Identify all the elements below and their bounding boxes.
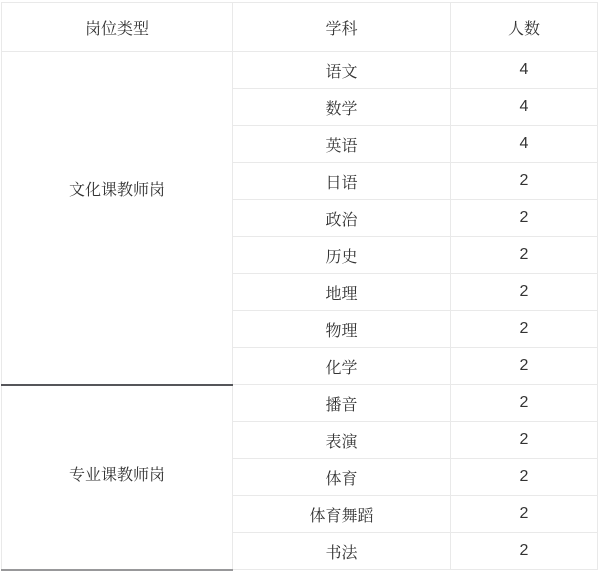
subject-cell: 数学 bbox=[233, 89, 451, 126]
group-cell-culture-course bbox=[2, 52, 233, 385]
count-cell: 2 bbox=[451, 496, 598, 533]
group-label: 文化课教师岗 bbox=[68, 182, 165, 200]
subject-cell: 英语 bbox=[233, 126, 451, 163]
subject-cell: 语文 bbox=[233, 52, 451, 89]
group-cell-professional-course bbox=[2, 385, 233, 570]
count-cell: 2 bbox=[451, 163, 598, 200]
table-row bbox=[2, 52, 598, 89]
subject-cell: 历史 bbox=[233, 237, 451, 274]
header-cell-subject: 学科 bbox=[233, 3, 451, 52]
recruitment-quota-table bbox=[1, 2, 598, 571]
header-row bbox=[2, 3, 598, 52]
count-cell: 2 bbox=[451, 200, 598, 237]
subject-cell: 播音 bbox=[233, 385, 451, 422]
subject-cell: 政治 bbox=[233, 200, 451, 237]
count-cell: 2 bbox=[451, 385, 598, 422]
count-cell: 2 bbox=[451, 533, 598, 570]
count-cell: 4 bbox=[451, 126, 598, 163]
count-cell: 2 bbox=[451, 274, 598, 311]
subject-cell: 体育舞蹈 bbox=[233, 496, 451, 533]
subject-cell: 书法 bbox=[233, 533, 451, 570]
count-cell: 4 bbox=[451, 89, 598, 126]
header-cell-position-type: 岗位类型 bbox=[2, 3, 233, 52]
subject-cell: 体育 bbox=[233, 459, 451, 496]
count-cell: 2 bbox=[451, 311, 598, 348]
subject-cell: 地理 bbox=[233, 274, 451, 311]
header-cell-count: 人数 bbox=[451, 3, 598, 52]
subject-cell: 日语 bbox=[233, 163, 451, 200]
subject-cell: 表演 bbox=[233, 422, 451, 459]
count-cell: 2 bbox=[451, 459, 598, 496]
count-cell: 2 bbox=[451, 422, 598, 459]
subject-cell: 物理 bbox=[233, 311, 451, 348]
count-cell: 4 bbox=[451, 52, 598, 89]
count-cell: 2 bbox=[451, 348, 598, 385]
subject-cell: 化学 bbox=[233, 348, 451, 385]
table-row bbox=[2, 385, 598, 422]
count-cell: 2 bbox=[451, 237, 598, 274]
group-label: 专业课教师岗 bbox=[68, 466, 165, 484]
